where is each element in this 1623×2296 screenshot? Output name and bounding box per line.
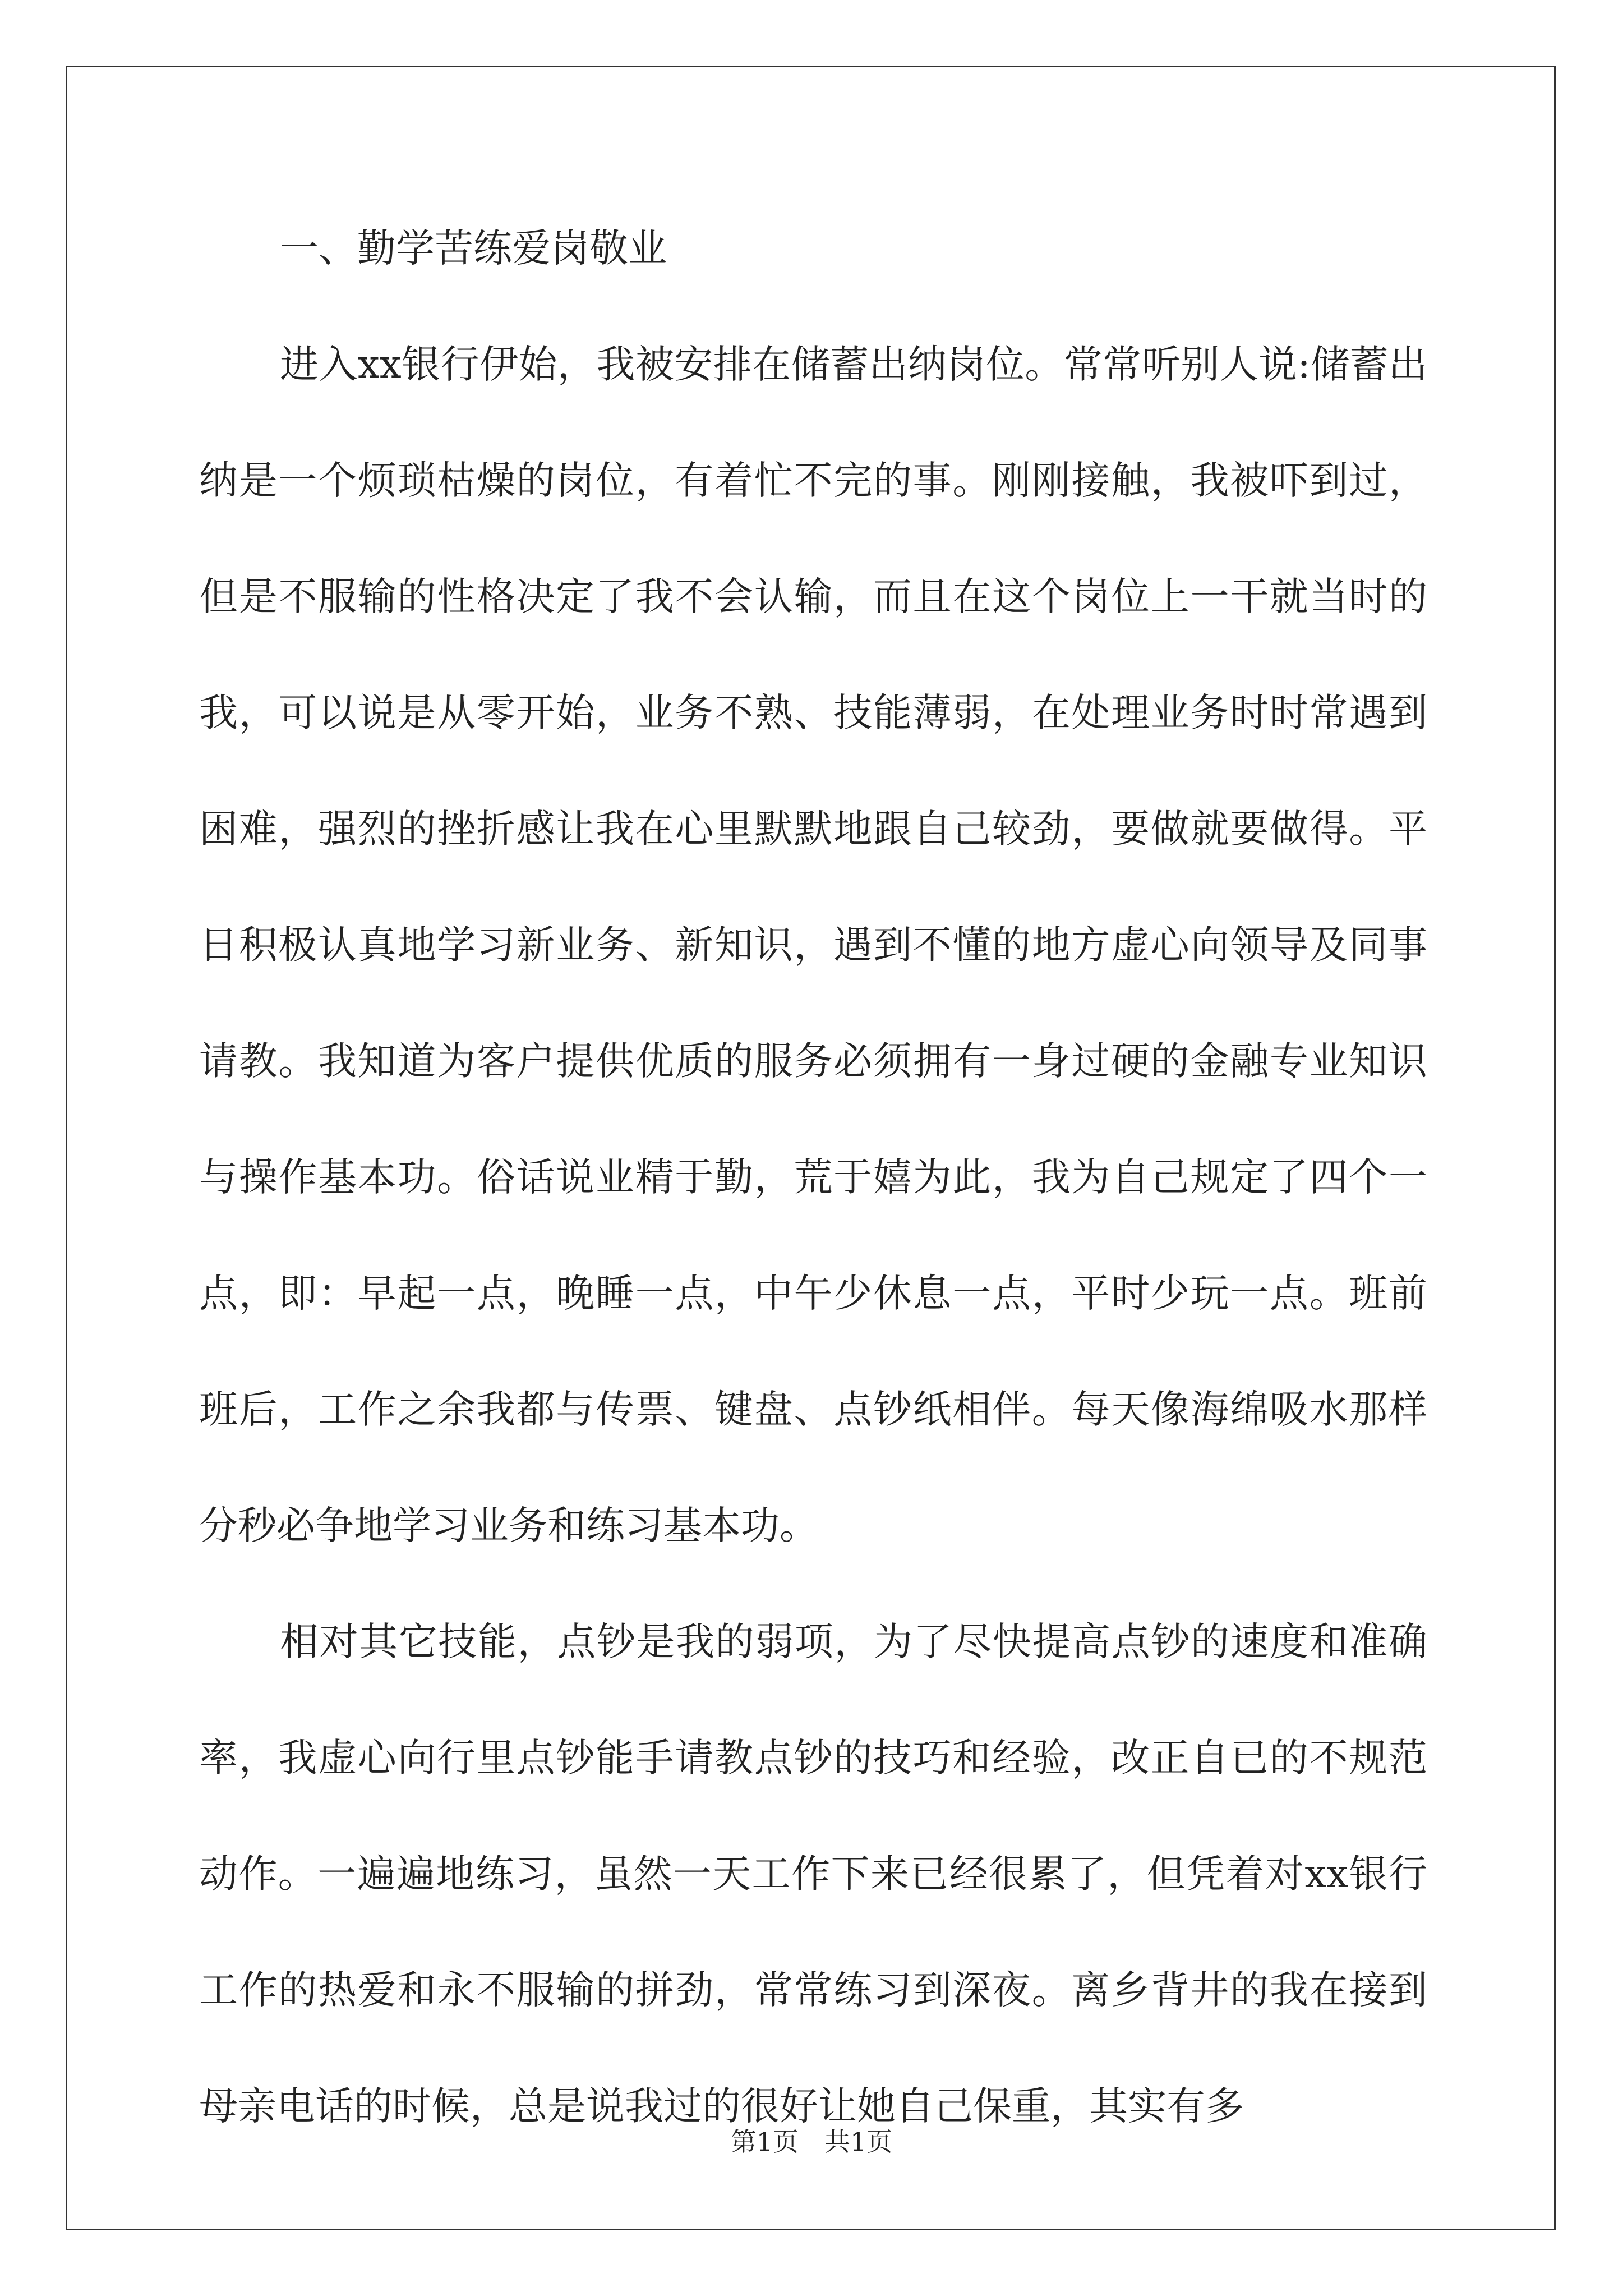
page-footer — [0, 2122, 1623, 2159]
page-number: 第1页 — [730, 2127, 799, 2157]
paragraph-2: 相对其它技能，点钞是我的弱项，为了尽快提高点钞的速度和准确率，我虚心向行里点钞能手请教点钞的技巧和经验，改正自已的不规范动作。一遍遍地练习，虽然一天工作下来已经很累了，但凭着对xx银行工作的热爱和永不服输的拼劲，常常练习到深夜。离乡背井的我在接到母亲电话的时候，总是说我过的很好让她自己保重，其实有多 — [199, 1619, 1427, 2129]
paragraph-1: 进入xx银行伊始，我被安排在储蓄出纳岗位。常常听别人说:储蓄出纳是一个烦琐枯燥的岗位，有着忙不完的事。刚刚接触，我被吓到过，但是不服输的性格决定了我不会认输，而且在这个岗位上一干就当时的我，可以说是从零开始，业务不熟、技能薄弱，在处理业务时时常遇到困难，强烈的挫折感让我在心里默默地跟自己较劲，要做就要做得。平日积极认真地学习新业务、新知识，遇到不懂的地方虚心向领导及同事请教。我知道为客户提供优质的服务必须拥有一身过硬的金融专业知识与操作基本功。俗话说业精于勤，荒于嬉为此，我为自己规定了四个一点，即：早起一点，晚睡一点，中午少休息一点，平时少玩一点。班前班后，工作之余我都与传票、键盘、点钞纸相伴。每天像海绵吸水那样分秒必争地学习业务和练习基本功。 — [199, 342, 1427, 1548]
section-heading: 一、勤学苦练爱岗敬业 — [280, 226, 667, 271]
document-body — [199, 191, 1427, 2165]
page-total: 共1页 — [824, 2127, 893, 2157]
